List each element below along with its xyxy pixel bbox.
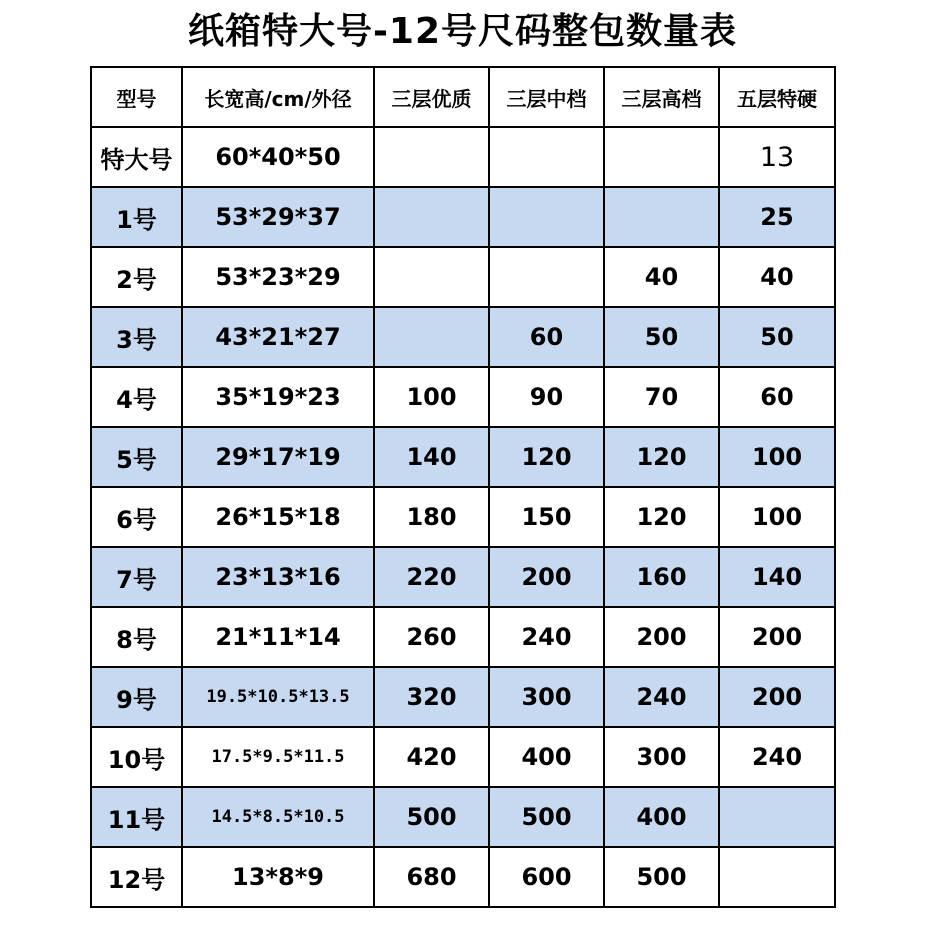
qty-3ply-premium	[374, 247, 489, 307]
model-cell: 12号	[91, 847, 182, 907]
qty-3ply-mid: 60	[489, 307, 604, 367]
header-dimensions: 长宽高/cm/外径	[182, 67, 374, 127]
table-row	[91, 847, 835, 907]
dimensions-cell: 53*29*37	[182, 187, 374, 247]
table-row	[91, 367, 835, 427]
qty-3ply-high: 160	[604, 547, 719, 607]
header-3ply-mid: 三层中档	[489, 67, 604, 127]
qty-3ply-mid	[489, 127, 604, 187]
qty-5ply-hard: 60	[719, 367, 835, 427]
qty-3ply-high: 120	[604, 427, 719, 487]
header-5ply-hard: 五层特硬	[719, 67, 835, 127]
qty-3ply-high: 200	[604, 607, 719, 667]
table-row	[91, 307, 835, 367]
model-cell: 8号	[91, 607, 182, 667]
qty-5ply-hard: 200	[719, 667, 835, 727]
model-cell: 11号	[91, 787, 182, 847]
table-row	[91, 787, 835, 847]
qty-3ply-high: 300	[604, 727, 719, 787]
qty-3ply-premium: 220	[374, 547, 489, 607]
model-cell: 6号	[91, 487, 182, 547]
model-cell: 1号	[91, 187, 182, 247]
qty-3ply-mid: 200	[489, 547, 604, 607]
model-cell: 5号	[91, 427, 182, 487]
dimensions-cell: 17.5*9.5*11.5	[182, 727, 374, 787]
qty-3ply-high: 50	[604, 307, 719, 367]
model-cell: 特大号	[91, 127, 182, 187]
qty-5ply-hard: 100	[719, 427, 835, 487]
qty-5ply-hard: 240	[719, 727, 835, 787]
qty-5ply-hard: 25	[719, 187, 835, 247]
qty-3ply-premium: 180	[374, 487, 489, 547]
qty-5ply-hard	[719, 787, 835, 847]
qty-3ply-mid: 240	[489, 607, 604, 667]
table-row	[91, 187, 835, 247]
qty-3ply-mid: 150	[489, 487, 604, 547]
model-cell: 7号	[91, 547, 182, 607]
header-model: 型号	[91, 67, 182, 127]
table-row	[91, 547, 835, 607]
qty-3ply-high	[604, 187, 719, 247]
page-title: 纸箱特大号-12号尺码整包数量表	[187, 11, 738, 52]
qty-3ply-premium	[374, 127, 489, 187]
qty-3ply-high: 70	[604, 367, 719, 427]
model-cell: 2号	[91, 247, 182, 307]
dimensions-cell: 13*8*9	[182, 847, 374, 907]
dimensions-cell: 23*13*16	[182, 547, 374, 607]
qty-3ply-mid: 400	[489, 727, 604, 787]
qty-3ply-premium	[374, 307, 489, 367]
table-row	[91, 727, 835, 787]
dimensions-cell: 26*15*18	[182, 487, 374, 547]
qty-5ply-hard: 40	[719, 247, 835, 307]
header-3ply-high: 三层高档	[604, 67, 719, 127]
qty-3ply-high	[604, 127, 719, 187]
qty-5ply-hard: 140	[719, 547, 835, 607]
model-cell: 9号	[91, 667, 182, 727]
dimensions-cell: 29*17*19	[182, 427, 374, 487]
qty-5ply-hard	[719, 847, 835, 907]
qty-3ply-mid: 120	[489, 427, 604, 487]
qty-3ply-mid: 90	[489, 367, 604, 427]
qty-5ply-hard: 200	[719, 607, 835, 667]
dimensions-cell: 21*11*14	[182, 607, 374, 667]
table-row	[91, 427, 835, 487]
header-row	[91, 67, 835, 127]
qty-3ply-high: 500	[604, 847, 719, 907]
qty-3ply-mid	[489, 247, 604, 307]
dimensions-cell: 14.5*8.5*10.5	[182, 787, 374, 847]
qty-3ply-mid	[489, 187, 604, 247]
qty-3ply-premium: 140	[374, 427, 489, 487]
qty-3ply-premium: 500	[374, 787, 489, 847]
qty-5ply-hard: 13	[719, 127, 835, 187]
qty-3ply-premium: 680	[374, 847, 489, 907]
table-row	[91, 487, 835, 547]
qty-3ply-high: 40	[604, 247, 719, 307]
qty-3ply-premium: 420	[374, 727, 489, 787]
table-row	[91, 667, 835, 727]
qty-3ply-mid: 500	[489, 787, 604, 847]
qty-5ply-hard: 100	[719, 487, 835, 547]
qty-3ply-mid: 300	[489, 667, 604, 727]
qty-3ply-premium	[374, 187, 489, 247]
qty-5ply-hard: 50	[719, 307, 835, 367]
dimensions-cell: 53*23*29	[182, 247, 374, 307]
table-row	[91, 607, 835, 667]
dimensions-cell: 60*40*50	[182, 127, 374, 187]
model-cell: 4号	[91, 367, 182, 427]
qty-3ply-premium: 260	[374, 607, 489, 667]
dimensions-cell: 35*19*23	[182, 367, 374, 427]
qty-3ply-premium: 100	[374, 367, 489, 427]
qty-3ply-mid: 600	[489, 847, 604, 907]
dimensions-cell: 43*21*27	[182, 307, 374, 367]
qty-3ply-high: 240	[604, 667, 719, 727]
qty-3ply-high: 400	[604, 787, 719, 847]
dimensions-cell: 19.5*10.5*13.5	[182, 667, 374, 727]
model-cell: 10号	[91, 727, 182, 787]
table-row	[91, 127, 835, 187]
qty-3ply-high: 120	[604, 487, 719, 547]
header-3ply-premium: 三层优质	[374, 67, 489, 127]
table-row	[91, 247, 835, 307]
qty-3ply-premium: 320	[374, 667, 489, 727]
model-cell: 3号	[91, 307, 182, 367]
size-quantity-table	[90, 66, 836, 908]
